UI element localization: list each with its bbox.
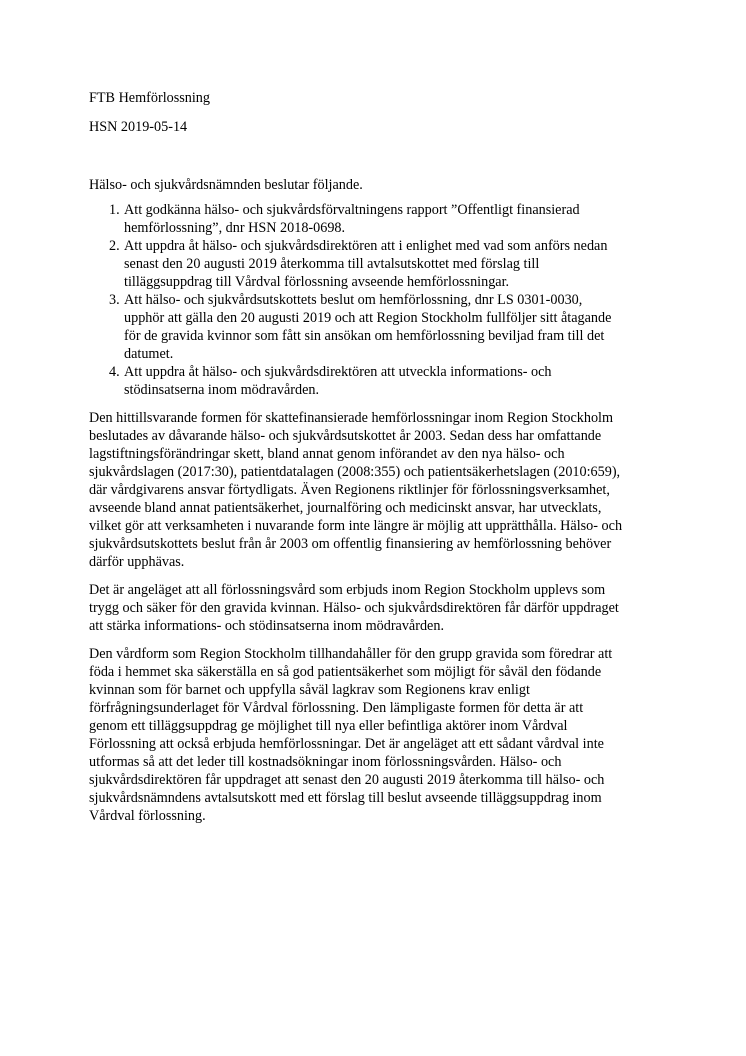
decision-number: 2. <box>109 238 120 254</box>
decision-line: datumet. <box>124 346 174 362</box>
decision-list <box>89 201 659 399</box>
decision-item <box>89 201 659 237</box>
decision-number: 4. <box>109 364 120 380</box>
decision-line: stödinsatserna inom mödravården. <box>124 382 320 398</box>
decision-line: senast den 20 augusti 2019 återkomma till avtalsutskottet med förslag till <box>124 256 540 272</box>
paragraph-line: utformas så att det leder till kostnadsökningar inom förlossningsvården. Hälso- och <box>89 754 562 770</box>
paragraph-line: föda i hemmet ska säkerställa en så god patientsäkerhet som möjligt för såväl den födande <box>89 664 602 680</box>
decision-line: Att uppdra åt hälso- och sjukvårdsdirektören att utveckla informations- och <box>124 364 552 380</box>
paragraph-line: vilket gör att verksamheten i nuvarande form inte längre är möjlig att upprätthålla. Hälso- och <box>89 518 623 534</box>
paragraph-line: sjukvårdsnämndens avtalsutskott med ett förslag till beslut avseende tilläggsuppdrag inom <box>89 790 602 806</box>
paragraph-line: därför upphävas. <box>89 554 185 570</box>
paragraph-line: beslutades av dåvarande hälso- och sjukvårdsutskottet år 2003. Sedan dess har omfattande <box>89 428 602 444</box>
paragraph-line: Det är angeläget att all förlossningsvård som erbjuds inom Region Stockholm upplevs som <box>89 582 606 598</box>
body-paragraph <box>89 645 659 825</box>
paragraph-line: Förlossning att också erbjuda hemförlossningar. Det är angeläget att ett sådant vårdval inte <box>89 736 604 752</box>
decision-line: för de gravida kvinnor som fått sin ansökan om hemförlossning beviljad fram till det <box>124 328 605 344</box>
paragraph-line: Vårdval förlossning. <box>89 808 206 824</box>
decision-line: upphör att gälla den 20 augusti 2019 och att Region Stockholm fullföljer sitt åtagande <box>124 310 612 326</box>
decision-line: Att godkänna hälso- och sjukvårdsförvaltningens rapport ”Offentligt finansierad <box>124 202 580 218</box>
paragraph-line: avseende bland annat patientsäkerhet, journalföring och medicinskt ansvar, har utvecklats, <box>89 500 602 516</box>
decision-number: 1. <box>109 202 120 218</box>
paragraph-line: sjukvårdslagen (2017:30), patientdatalagen (2008:355) och patientsäkerhetslagen (2010:659), <box>89 464 621 480</box>
paragraph-line: trygg och säker för den gravida kvinnan. Hälso- och sjukvårdsdirektören får därför uppdraget <box>89 600 619 616</box>
paragraph-line: där vårdgivarens ansvar förtydligats. Även Regionens riktlinjer för förlossningsverksamhet, <box>89 482 610 498</box>
decision-line: hemförlossning”, dnr HSN 2018-0698. <box>124 220 346 236</box>
document-reference: HSN 2019-05-14 <box>89 119 188 135</box>
decision-item <box>89 291 659 363</box>
paragraph-line: Den vårdform som Region Stockholm tillhandahåller för den grupp gravida som föredrar att <box>89 646 613 662</box>
document-title: FTB Hemförlossning <box>89 90 210 106</box>
document-body <box>89 89 659 825</box>
paragraph-line: Den hittillsvarande formen för skattefinansierade hemförlossningar inom Region Stockholm <box>89 410 614 426</box>
paragraph-line: sjukvårdsutskottets beslut från år 2003 om offentlig finansiering av hemförlossning behöver <box>89 536 612 552</box>
decision-item <box>89 363 659 399</box>
paragraph-line: lagstiftningsförändringar skett, bland annat genom införandet av den nya hälso- och <box>89 446 565 462</box>
intro-sentence: Hälso- och sjukvårdsnämnden beslutar följande. <box>89 177 363 193</box>
body-paragraph <box>89 409 659 571</box>
paragraph-line: förfrågningsunderlaget för Vårdval förlossning. Den lämpligaste formen för detta är att <box>89 700 584 716</box>
paragraph-line: genom ett tilläggsuppdrag ge möjlighet till nya eller befintliga aktörer inom Vårdval <box>89 718 568 734</box>
decision-number: 3. <box>109 292 120 308</box>
decision-line: Att uppdra åt hälso- och sjukvårdsdirektören att i enlighet med vad som anförs nedan <box>124 238 608 254</box>
paragraph-line: sjukvårdsdirektören får uppdraget att senast den 20 augusti 2019 återkomma till hälso- och <box>89 772 605 788</box>
decision-item <box>89 237 659 291</box>
paragraph-line: att stärka informations- och stödinsatserna inom mödravården. <box>89 618 444 634</box>
decision-line: tilläggsuppdrag till Vårdval förlossning avseende hemförlossningar. <box>124 274 510 290</box>
body-paragraph <box>89 581 659 635</box>
paragraph-line: kvinnan som för barnet och uppfylla såväl lagkrav som Regionens krav enligt <box>89 682 530 698</box>
decision-line: Att hälso- och sjukvårdsutskottets beslut om hemförlossning, dnr LS 0301-0030, <box>124 292 583 308</box>
